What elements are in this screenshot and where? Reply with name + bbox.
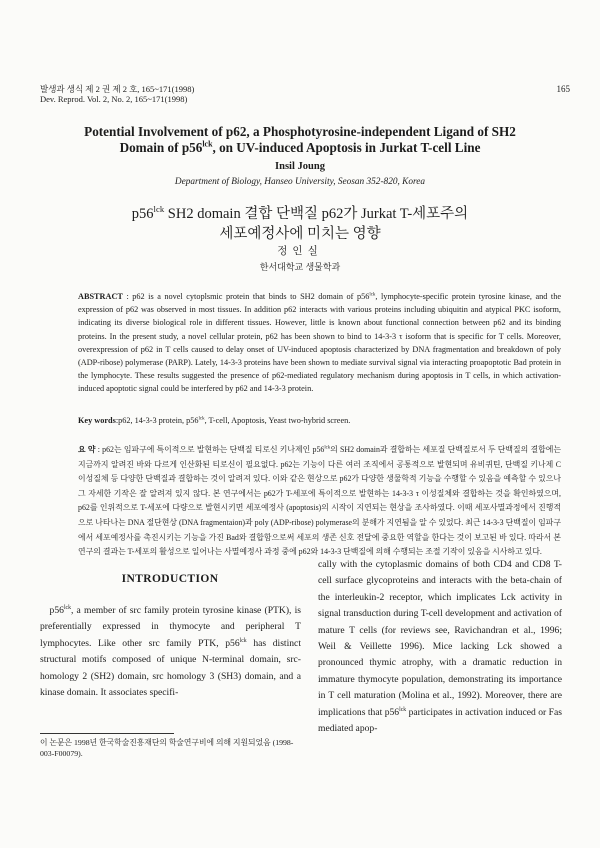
- abstract-superscript: lck: [369, 292, 376, 298]
- intro-right-text-end: participates in activation induced or Fas mediated apop-: [318, 706, 562, 735]
- korean-title-text: p56: [131, 206, 154, 222]
- keywords-text: :p62, 14-3-3 protein, p56: [115, 416, 199, 425]
- korean-abstract-text: : p62는 임파구에 특이적으로 발현하는 단백질 티로신 키나제인 p56: [95, 445, 325, 454]
- abstract: [78, 290, 561, 396]
- intro-left-column: [40, 603, 301, 701]
- section-heading-introduction: INTRODUCTION: [121, 573, 219, 585]
- abstract-text: : p62 is a novel cytoplsmic protein that binds to SH2 domain of p56: [122, 292, 370, 301]
- paper-title: [40, 124, 560, 156]
- paper-title-line2: [40, 140, 560, 156]
- intro-text-middle: , a member of src family protein tyrosine kinase (PTK), is preferentially expressed in thymocyte and peripheral T lymphocytes. Like other src family PTK, p56: [40, 605, 301, 649]
- intro-right-column: [318, 557, 562, 737]
- paper-title-line1: Potential Involvement of p62, a Phosphotyrosine-independent Ligand of SH2: [84, 124, 516, 139]
- korean-abstract-text-continued: 의 SH2 domain과 결합하는 세포질 단백질로서 두 단백질의 결합에는 지금까지 알려진 바와 다르게 인산화된 티로신이 필요없다. p62는 기능이 다른 여러 조직에서 공통적으로 발현되며 유비퀴틴, 단백질 키나제 C 이성질체 등 다양한 단백질과 결합하는 것이 알려져 있다. 이와 같은 현상으로 p62가 다양한 생물학적 기능을 수행할 수 있음을 예측할 수 있으나 그 자세한 기작은 잘 알려져 있지 않다. 본 연구에서는 p62가 T-세포에 특이적으로 발현하는 14-3-3 τ 이성질체와 결합하는 것을 확인하였으며, p62를 인위적으로 T-세포에 다량으로 발현시키면 세포예정사 (apoptosis)의 시작이 지연되는 현상을 조사하였다. 이때 세포사멸과정에서 진행적으로 나타나는 DNA 절단현상 (DNA fragmentaion)과 poly (ADP-ribose) polymerase의 분해가 지연됨을 알 수 있었다. 최근 14-3-3 단백질이 임파구에서 세포예정사를 촉진시키는 기능을 가진 Bad와 결합함으로써 세포의 생존 신호 전달에 중요한 역할을 한다는 것이 보고된 바 있다. 따라서 본 연구의 결과는 T-세포의 활성으로 일어나는 사멸예정사 과정 중에 p62와 14-3-3 단백질에 의해 수행되는 조절 기작이 있음을 시사하고 있다.: [78, 445, 562, 557]
- intro-text: p56: [49, 605, 64, 616]
- author-name: Insil Joung: [275, 161, 325, 172]
- korean-affiliation: 한서대학교 생물학과: [259, 262, 341, 272]
- korean-title-text-end: SH2 domain 결합 단백질 p62가 Jurkat T-세포주의: [164, 206, 469, 222]
- journal-citation-korean: 발생과 생식 제 2 권 제 2 호, 165~171(1998): [40, 84, 195, 94]
- intro-right-superscript: lck: [399, 706, 407, 713]
- korean-abstract-superscript: lck: [324, 445, 331, 451]
- intro-text-end: has distinct structural motifs composed of unique N-terminal domain, src-homology 2 (SH2) domain, src homology 3 (SH3) domain, and a kinase domain. It associates specifi-: [40, 637, 301, 699]
- keywords-superscript: lck: [198, 416, 205, 422]
- title-text-end: , on UV-induced Apoptosis in Jurkat T-cell Line: [212, 140, 481, 155]
- footnote: 이 논문은 1998년 한국학술진흥재단의 학술연구비에 의해 지원되었음 (1998-003-F00079).: [40, 738, 294, 758]
- intro-right-text: cally with the cytoplasmic domains of both CD4 and CD8 T-cell surface glycoproteins and interacts with the beta-chain of the interleukin-2 receptor, which implicates Lck activity in signal transduction during T-cell development and activation of mature T cells (for reviews see, Ravichandran et al., 1996; Weil & Veillette 1996). Mice lacking Lck showed a pronounced thymic atrophy, with a dramatic reduction in immature thymocyte population, demonstrating its importance in T cell maturation (Molina et al., 1992). Moreover, there are implications that p56: [318, 559, 562, 718]
- korean-abstract: [78, 443, 561, 560]
- keywords-label: Key words: [78, 416, 116, 425]
- abstract-text-continued: , lymphocyte-specific protein tyrosine kinase, and the expression of p62 was observed in most tissues. In addition p62 interacts with various proteins including ubiquitin and atypical PKC isoform, indicating its diverse biological role in different tissues. However, little is known about functional connection between p62 and its binding proteins. In the present study, a novel cellular protein, p62 has been shown to bind to 14-3-3 τ isoform that is specific for T cells. Moreover, overexpression of p62 in T cells caused to delay onset of UV-induced apoptosis characterized by DNA fragmentation and breakdown of poly (ADP-ribose) polymerase (PARP). Lately, 14-3-3 proteins have been shown to mediate survival signal via interacting proapoptotic Bad protein in the lymphocyte. These results suggested the presence of p62-mediated regulatory mechanism during apoptosis in T cells, in which activation-induced apoptotic signal could be interfered by p62 and 14-3-3 protein.: [78, 292, 561, 394]
- korean-title-line2: 세포예정사에 미치는 영향: [219, 226, 381, 242]
- journal-citation-english: Dev. Reprod. Vol. 2, No. 2, 165~171(1998): [40, 94, 188, 104]
- page-number: 165: [556, 84, 570, 94]
- keywords-text-continued: , T-cell, Apoptosis, Yeast two-hybrid screen.: [204, 416, 351, 425]
- footnote-divider: [40, 733, 174, 734]
- author-affiliation: Department of Biology, Hanseo University, Seosan 352-820, Korea: [174, 177, 426, 187]
- korean-author-name: 정인실: [277, 246, 323, 257]
- korean-title: [40, 204, 560, 244]
- korean-title-line1: [40, 204, 560, 224]
- keywords: [78, 416, 561, 425]
- korean-title-superscript: lck: [153, 204, 165, 215]
- korean-abstract-label: 요 약: [78, 445, 96, 454]
- intro-superscript-2: lck: [239, 637, 247, 644]
- journal-citation: [40, 84, 194, 104]
- abstract-label: ABSTRACT: [78, 292, 123, 301]
- intro-superscript: lck: [63, 604, 71, 611]
- title-superscript: lck: [202, 139, 213, 149]
- title-text: Domain of p56: [119, 140, 203, 155]
